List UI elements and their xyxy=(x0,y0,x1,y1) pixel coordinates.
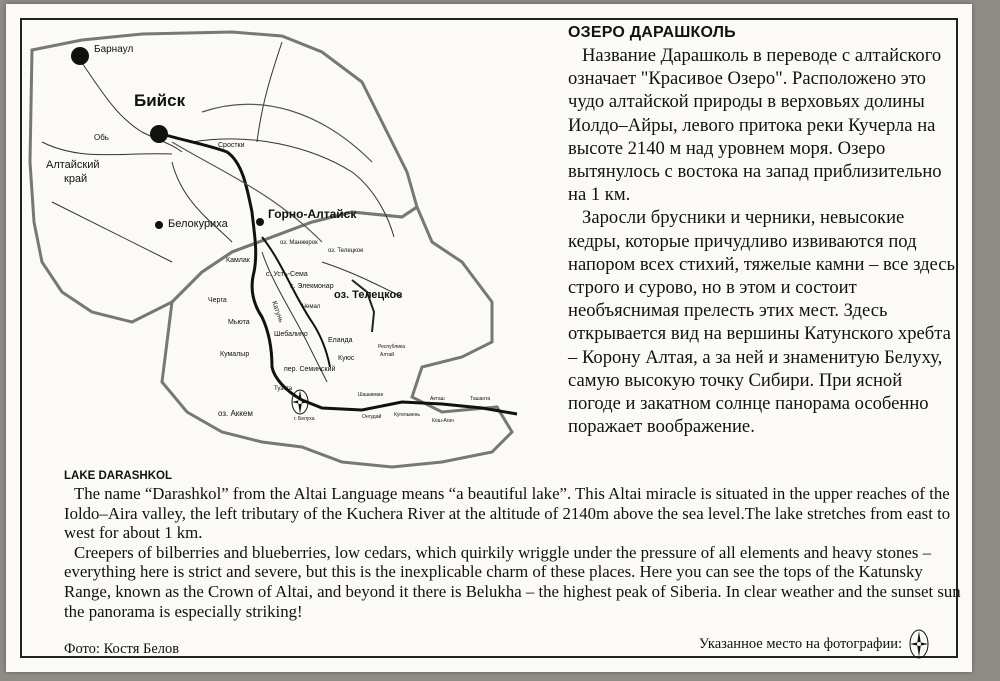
map-compass-icon xyxy=(292,390,308,414)
label-shebalino: Шебалино xyxy=(274,331,308,338)
label-kuyus: Куюс xyxy=(338,355,355,362)
label-altai-krai-2: край xyxy=(64,173,88,185)
label-belukha: г. Белуха xyxy=(294,416,315,422)
label-belokurikha: Белокуриха xyxy=(168,218,228,230)
main-road xyxy=(162,134,517,414)
label-teletskoe-small: оз. Телецкое xyxy=(328,248,364,254)
label-elanda: Еланда xyxy=(328,337,353,344)
label-respublika-2: Алтай xyxy=(380,352,395,358)
label-srostki: Сростки xyxy=(218,142,245,149)
label-ongudai: Онгудай xyxy=(362,414,382,420)
label-kumalyr: Кумалыр xyxy=(220,351,250,358)
label-manzherok: оз. Манжерок xyxy=(280,240,318,246)
label-tashanta: Ташанта xyxy=(470,396,491,402)
region-map xyxy=(22,22,542,472)
en-paragraph-1: The name “Darashkol” from the Altai Language means “a beautiful lake”. This Altai miracle is situated in the upper reaches of the Ioldo–Aira valley, the left tributary of the Kuchera River at the altitude of 2140m above the sea level.The lake stretches from east to west for about 1 km. xyxy=(64,484,951,543)
label-kamlak: Камлак xyxy=(226,257,250,264)
label-ob: Обь xyxy=(94,133,109,142)
russian-text xyxy=(568,24,958,438)
label-biysk: Бийск xyxy=(134,91,186,110)
compass-icon xyxy=(908,628,930,660)
ru-paragraph-1: Название Дарашколь в переводе с алтайского означает "Красивое Озеро". Расположено это чудо алтайской природы в верховьях долины Иолдо–Айры, левого притока реки Кучерла на высоте 2140 м над уровнем моря. Озеро вытянулось с востока на запад приблизительно на 1 км. xyxy=(568,45,942,206)
photo-credit: Фото: Костя Белов xyxy=(64,641,180,657)
label-tuekta: Туэкта xyxy=(274,386,293,392)
barnaul-dot xyxy=(71,47,89,65)
label-kosh-agach: Кош-Агач xyxy=(432,418,454,424)
river-5 xyxy=(257,42,282,142)
ru-title: ОЗЕРО ДАРАШКОЛЬ xyxy=(568,24,736,41)
ru-paragraph-2: Заросли брусники и черники, невысокие кедры, которые причудливо извиваются под напором всех стихий, тяжелые камни – все здесь строго и сурово, но в этом и состоит необъяснимая прелесть этих мест. Здесь открывается вид на вершины Катунского хребта – Корону Алтая, а за ней и знаменитую Белуху, самую высокую точку Сибири. При ясной погоде и закатном солнце панорама особенно поражает воображение. xyxy=(568,207,955,438)
biysk-dot xyxy=(150,125,168,143)
marked-place-label: Указанное место на фотографии: xyxy=(698,635,902,652)
label-akkem: оз. Аккем xyxy=(218,409,253,418)
river-1 xyxy=(42,142,172,155)
gorno-altaysk-dot xyxy=(256,218,264,226)
label-katun: Катунь xyxy=(270,300,285,324)
label-aktash: Акташ xyxy=(430,396,445,402)
label-seminsky: пер. Семинский xyxy=(284,366,336,373)
teletskoe-lake xyxy=(352,280,374,332)
label-elekmonar: с. Элекмонар xyxy=(290,283,334,290)
label-kuchevel: Кугельвень xyxy=(394,412,421,418)
en-title: LAKE DARASHKOL xyxy=(64,470,172,482)
label-respublika-1: Республика xyxy=(378,344,406,350)
label-myuta: Мьюта xyxy=(228,319,250,326)
label-barnaul: Барнаул xyxy=(94,44,134,55)
label-ust-sema: с. Усть-Сема xyxy=(266,271,308,278)
belokurikha-dot xyxy=(155,221,163,229)
label-cherga: Черга xyxy=(208,297,227,304)
label-gorno-altaysk: Горно-Алтайск xyxy=(268,207,357,221)
label-altai-krai-1: Алтайский xyxy=(46,159,100,171)
river-2 xyxy=(172,162,232,242)
altai-krai-border xyxy=(30,32,417,322)
label-shashikman: Шашикман xyxy=(358,392,384,398)
marked-place xyxy=(699,628,930,660)
info-card xyxy=(6,4,972,672)
english-text xyxy=(64,470,964,621)
river-3 xyxy=(52,202,172,262)
en-paragraph-2: Creepers of bilberries and blueberries, low cedars, which quirkily wriggle under the pressure of all elements and heavy stones – everything here is strict and severe, but this is the inexplicable charm of these places. Here you can see the tops of the Katunsky Range, known as the Crown of Altai, and beyond it there is Belukha – the highest peak of Siberia. In clear weather and the sunset sun the panorama is especially striking! xyxy=(64,542,961,621)
label-chemal: Чемал xyxy=(302,304,321,310)
label-teletskoe: оз. Телецкое xyxy=(334,289,403,301)
